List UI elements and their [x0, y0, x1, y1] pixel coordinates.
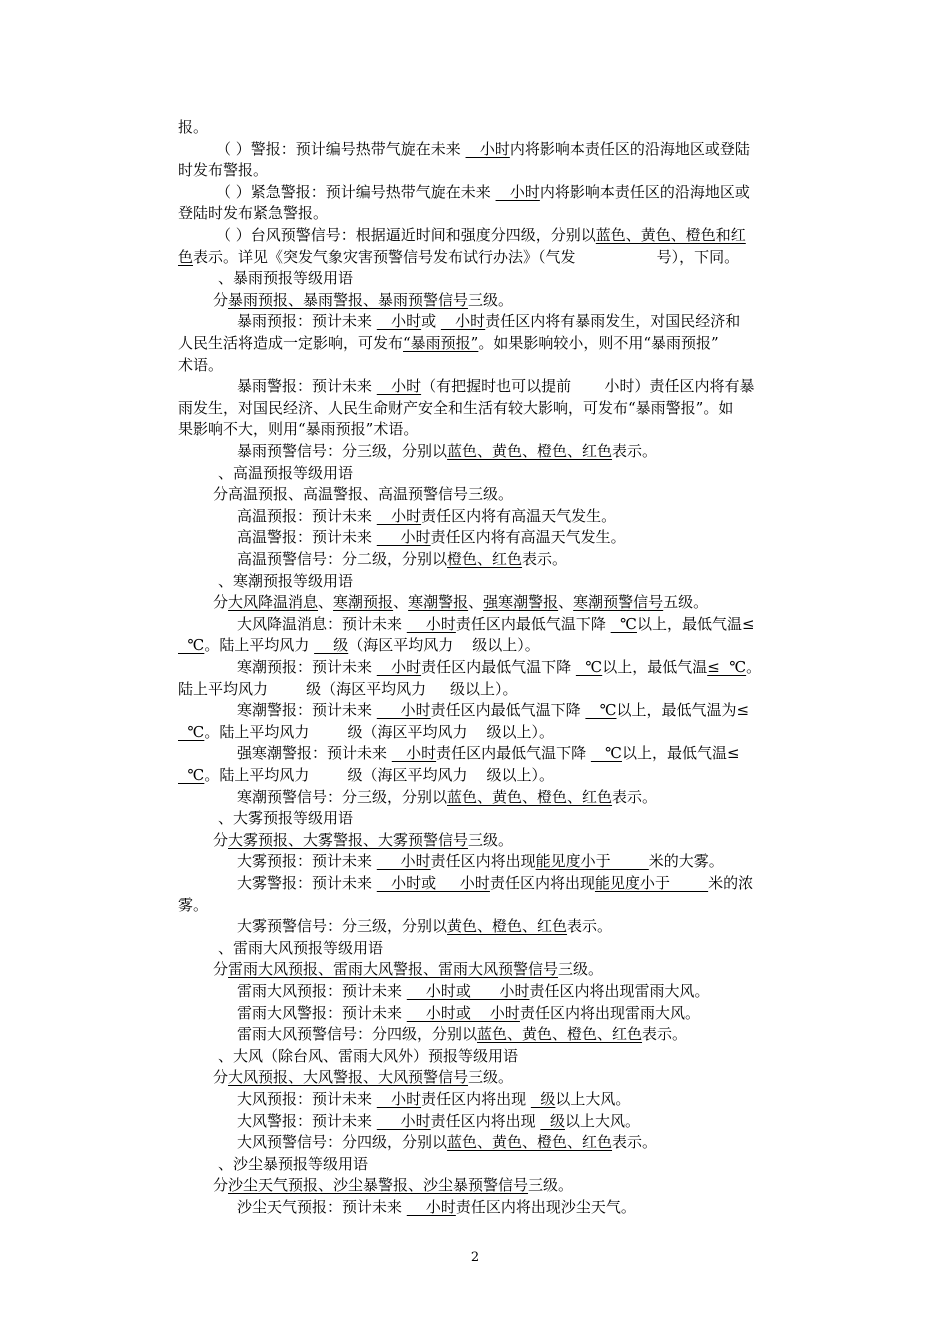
underlined-text: 小时: [495, 182, 540, 201]
text-span: 大雾预报：预计未来: [237, 852, 377, 871]
underlined-text: 小时或 小时: [406, 1003, 520, 1022]
text-line: [178, 808, 854, 830]
text-line: [178, 1111, 873, 1133]
text-span: 分: [213, 1068, 229, 1087]
text-span: 、: [393, 593, 409, 612]
text-span: （ ）台风预警信号：根据逼近时间和强度分四级，分别以: [216, 226, 596, 244]
text-line: [178, 679, 814, 701]
text-line: [178, 1197, 873, 1219]
text-line: [178, 657, 873, 679]
text-line: [178, 981, 873, 1003]
underlined-text: 小时: [376, 1090, 422, 1108]
text-span: 责任区内最低气温下降: [455, 614, 611, 633]
underlined-text: 小时或 小时: [406, 982, 530, 1000]
text-line: [178, 117, 814, 139]
underlined-text: 强寒潮警报: [483, 593, 559, 612]
text-span: 、大雾预报等级用语: [218, 809, 354, 828]
text-span: 米的浓: [708, 874, 754, 892]
text-span: 时发布警报。: [178, 161, 269, 180]
underlined-text: 小时: [376, 528, 431, 547]
text-line: [178, 333, 814, 355]
text-span: 三级。: [468, 1068, 514, 1087]
text-span: 表示。详见《突发气象灾害预警信号发布试行办法》（气发 号），下同。: [193, 247, 740, 266]
text-span: 登陆时发布紧急警报。: [178, 204, 329, 223]
text-span: 责任区内将出现: [421, 1090, 531, 1108]
text-line: [178, 830, 849, 852]
underlined-text: 寒潮预警信号: [573, 593, 664, 612]
text-span: 暴雨预警信号：分三级，分别以: [237, 442, 448, 460]
text-span: 内将影响本责任区的沿海地区或登陆: [509, 139, 750, 158]
text-line: [178, 398, 814, 420]
text-line: [178, 484, 849, 506]
text-span: 、暴雨预报等级用语: [218, 269, 354, 288]
underlined-text: ℃: [178, 722, 205, 741]
text-span: 分: [213, 290, 229, 309]
underlined-text: 雷雨大风预报、雷雨大风警报、雷雨大风预警信号: [228, 960, 559, 979]
text-line: [178, 1154, 854, 1176]
text-span: 大雾预警信号：分三级，分别以: [237, 917, 448, 936]
underlined-text: 小时: [440, 312, 486, 331]
underlined-text: ℃: [585, 701, 617, 720]
text-line: [178, 959, 849, 981]
text-span: 分: [213, 830, 229, 849]
underlined-text: ℃: [610, 614, 637, 633]
text-span: 分: [213, 960, 229, 979]
text-span: 责任区内最低气温下降: [430, 701, 586, 720]
text-span: 。陆上平均风力 级（海区平均风力 级以上）。: [204, 766, 555, 784]
text-span: 表示。: [522, 550, 568, 568]
text-line: [178, 139, 852, 161]
text-line: [178, 182, 852, 204]
underlined-text: ≤ ℃: [707, 658, 747, 676]
text-span: 表示。: [642, 1025, 688, 1044]
underlined-text: 寒潮预报: [333, 593, 394, 612]
text-span: 。陆上平均风力: [204, 636, 315, 655]
text-span: 高温预报：预计未来: [237, 506, 377, 525]
underlined-text: ℃: [178, 636, 205, 655]
underlined-text: 小时: [376, 658, 422, 676]
text-span: （ ）紧急警报：预计编号热带气旋在未来: [216, 182, 496, 201]
text-line: [178, 160, 814, 182]
text-line: [178, 311, 873, 333]
text-line: [178, 571, 854, 593]
underlined-text: 小时: [406, 1198, 456, 1216]
text-span: 表示。: [612, 1133, 658, 1152]
text-span: 大风警报：预计未来: [237, 1111, 377, 1130]
text-line: [178, 873, 873, 895]
text-line: [178, 722, 814, 744]
text-line: [178, 592, 849, 614]
underlined-text: 大风降温消息: [228, 593, 319, 612]
text-line: [178, 614, 873, 636]
underlined-text: 大风预报、大风警报、大风预警信号: [228, 1068, 469, 1087]
text-span: 责任区内将出现: [430, 852, 536, 871]
underlined-text: ℃: [590, 744, 622, 763]
underlined-text: 大雾预报、大雾警报、大雾预警信号: [228, 830, 469, 849]
text-span: 寒潮预报：预计未来: [237, 658, 377, 676]
underlined-text: “暴雨预报”: [403, 334, 479, 352]
underlined-text: 级: [530, 1090, 556, 1108]
underlined-text: 蓝色、黄色、橙色和红: [595, 226, 746, 244]
underlined-text: 能见度小于: [594, 874, 709, 892]
text-line: [178, 1067, 849, 1089]
underlined-text: 寒潮警报: [408, 593, 469, 612]
text-span: 三级。: [528, 1176, 574, 1195]
text-line: [178, 268, 854, 290]
text-span: 以上大风。: [564, 1111, 640, 1130]
text-line: [178, 1089, 873, 1111]
text-span: 、寒潮预报等级用语: [218, 571, 354, 590]
underlined-text: 暴雨预报、暴雨警报、暴雨预警信号: [228, 290, 469, 309]
text-span: 高温警报：预计未来: [237, 528, 377, 547]
text-line: [178, 463, 854, 485]
text-line: [178, 247, 814, 269]
text-span: 术语。: [178, 355, 224, 374]
text-line: [178, 765, 814, 787]
text-span: （有把握时也可以提前 小时）责任区内将有暴: [421, 377, 755, 396]
underlined-text: 橙色、红色: [447, 550, 523, 568]
text-line: [178, 419, 814, 441]
text-span: 雾。: [178, 895, 209, 914]
text-line: [178, 787, 873, 809]
underlined-text: 小时或 小时: [376, 874, 490, 892]
text-line: [178, 938, 854, 960]
text-span: 。陆上平均风力 级（海区平均风力 级以上）。: [204, 722, 555, 741]
text-line: [178, 355, 814, 377]
text-span: 报。: [178, 118, 209, 136]
text-line: [178, 851, 873, 873]
text-line: [178, 1046, 854, 1068]
underlined-text: 小时: [376, 701, 431, 720]
text-span: 责任区内最低气温下降: [436, 744, 591, 763]
text-span: 米的大雾。: [648, 852, 724, 871]
text-span: 责任区内将出现雷雨大风。: [529, 982, 710, 1000]
underlined-text: 小时: [376, 377, 422, 396]
text-span: 责任区内将出现雷雨大风。: [519, 1003, 700, 1022]
underlined-text: 能见度小于: [535, 852, 649, 871]
text-span: 三级。: [558, 960, 604, 979]
text-line: [178, 1132, 873, 1154]
text-span: 大风降温消息：预计未来: [237, 614, 407, 633]
text-span: 。如果影响较小，则不用“暴雨预报”: [478, 334, 719, 352]
underlined-text: 小时: [376, 506, 422, 525]
text-span: （海区平均风力 级以上）。: [348, 636, 540, 655]
text-line: [178, 1024, 873, 1046]
text-span: 责任区内将有暴雨发生，对国民经济和: [485, 312, 741, 331]
page-number: 2: [470, 1250, 480, 1265]
underlined-text: 小时: [465, 139, 510, 158]
text-span: 强寒潮警报：预计未来: [237, 744, 392, 763]
text-span: 果影响不大，则用“暴雨预报”术语。: [178, 420, 419, 439]
underlined-text: 小时: [376, 1111, 431, 1130]
underlined-text: 蓝色、黄色、橙色、红色: [477, 1025, 643, 1044]
text-line: [178, 506, 873, 528]
text-line: [178, 1175, 849, 1197]
underlined-text: 黄色、橙色、红色: [447, 917, 568, 936]
text-span: （ ）警报：预计编号热带气旋在未来: [216, 139, 466, 158]
text-span: 人民生活将造成一定影响，可发布: [178, 334, 404, 352]
text-span: 表示。: [612, 442, 658, 460]
text-span: 表示。: [612, 787, 658, 806]
text-span: 雨发生，对国民经济、人民生命财产安全和生活有较大影响，可发布“暴雨警报”。如: [178, 398, 734, 417]
underlined-text: 小时: [406, 614, 456, 633]
underlined-text: 蓝色、黄色、橙色、红色: [447, 1133, 613, 1152]
text-line: [178, 549, 873, 571]
underlined-text: 小时: [391, 744, 437, 763]
text-span: 以上，最低气温为≤: [616, 701, 750, 720]
text-span: 责任区内将有高温天气发生。: [421, 506, 617, 525]
text-line: [178, 700, 873, 722]
text-span: 责任区内最低气温下降: [421, 658, 576, 676]
text-span: 或: [421, 312, 441, 331]
underlined-text: 小时: [376, 312, 422, 331]
text-span: 、高温预报等级用语: [218, 463, 354, 482]
text-span: 表示。: [567, 917, 613, 936]
text-line: [178, 376, 873, 398]
text-span: 责任区内将有高温天气发生。: [430, 528, 626, 547]
text-line: [178, 203, 814, 225]
text-line: [178, 441, 873, 463]
text-span: 以上大风。: [555, 1090, 631, 1108]
underlined-text: ℃: [575, 658, 603, 676]
text-span: 以上，最低气温≤: [621, 744, 740, 763]
text-span: 五级。: [663, 593, 709, 612]
text-span: 、沙尘暴预报等级用语: [218, 1154, 369, 1173]
text-span: 责任区内将出现沙尘天气。: [455, 1198, 636, 1216]
text-span: 大风预警信号：分四级，分别以: [237, 1133, 448, 1152]
text-span: 寒潮警报：预计未来: [237, 701, 377, 720]
text-line: [178, 895, 814, 917]
underlined-text: 级: [540, 1111, 565, 1130]
text-line: [178, 743, 873, 765]
text-span: 。: [746, 658, 762, 676]
text-span: 分: [213, 593, 229, 612]
text-line: [178, 916, 873, 938]
text-span: 雷雨大风警报：预计未来: [237, 1003, 407, 1022]
text-span: 、: [468, 593, 484, 612]
text-line: [178, 225, 852, 247]
text-line: [178, 290, 849, 312]
text-span: 大雾警报：预计未来: [237, 874, 377, 892]
text-span: 三级。: [468, 290, 514, 309]
text-span: 三级。: [468, 830, 514, 849]
text-span: 分: [213, 1176, 229, 1195]
underlined-text: 沙尘天气预报、沙尘暴警报、沙尘暴预警信号: [228, 1176, 529, 1195]
underlined-text: 小时: [376, 852, 431, 871]
underlined-text: 蓝色、黄色、橙色、红色: [447, 787, 613, 806]
text-span: 责任区内将出现: [489, 874, 595, 892]
text-span: 雷雨大风预报：预计未来: [237, 982, 407, 1000]
underlined-text: ℃: [178, 766, 205, 784]
text-line: [178, 1003, 873, 1025]
text-span: 、: [558, 593, 574, 612]
text-span: 以上，最低气温≤: [636, 614, 755, 633]
text-span: 沙尘天气预报：预计未来: [237, 1198, 407, 1216]
text-span: 雷雨大风预警信号：分四级，分别以: [237, 1025, 478, 1044]
underlined-text: 色: [178, 247, 194, 266]
text-span: 寒潮预警信号：分三级，分别以: [237, 787, 448, 806]
text-span: 责任区内将出现: [430, 1111, 541, 1130]
underlined-text: 蓝色、黄色、橙色、红色: [447, 442, 613, 460]
text-span: 暴雨警报：预计未来: [237, 377, 377, 396]
text-line: [178, 635, 814, 657]
text-span: 、: [318, 593, 334, 612]
text-span: 高温预警信号：分二级，分别以: [237, 550, 448, 568]
text-span: 以上，最低气温: [602, 658, 708, 676]
text-span: 大风预报：预计未来: [237, 1090, 377, 1108]
text-span: 暴雨预报：预计未来: [237, 312, 377, 331]
underlined-text: 级: [314, 636, 349, 655]
text-span: 陆上平均风力 级（海区平均风力 级以上）。: [178, 679, 518, 698]
text-span: 分高温预报、高温警报、高温预警信号三级。: [213, 485, 514, 504]
text-span: 、大风（除台风、雷雨大风外）预报等级用语: [218, 1046, 519, 1065]
text-span: 内将影响本责任区的沿海地区或: [539, 182, 750, 201]
text-span: 、雷雨大风预报等级用语: [218, 938, 384, 957]
text-line: [178, 527, 873, 549]
